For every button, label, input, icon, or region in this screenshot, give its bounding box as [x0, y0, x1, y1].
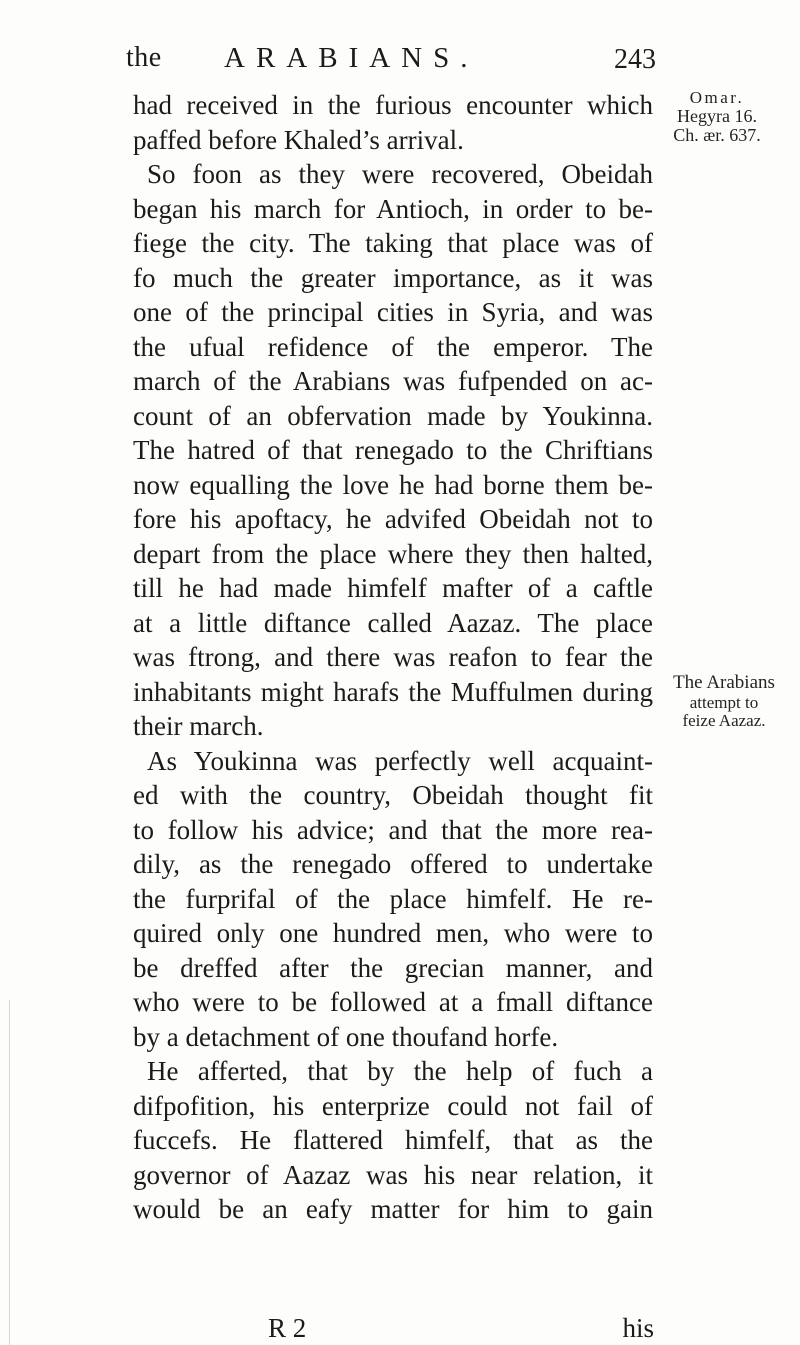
running-head-title: ARABIANS.: [224, 42, 479, 74]
text-line: So foon as they were recovered, Obeidah: [147, 159, 653, 189]
margin-note-line: feize Aazaz.: [682, 711, 766, 730]
margin-note-christian-era: Ch. ær. 637.: [673, 125, 761, 145]
text-line: quired only one hundred men, who were to: [133, 918, 653, 948]
text-line: began his march for Antioch, in order to be-: [133, 193, 653, 224]
text-line: be dreffed after the grecian manner, and: [133, 952, 653, 983]
text-line: would be an eafy matter for him to gain: [133, 1194, 653, 1224]
margin-note-date: [658, 88, 776, 145]
signature-mark: R 2: [268, 1313, 307, 1343]
text-line: The hatred of that renegado to the Chriftians: [133, 435, 653, 465]
margin-note-summary: [664, 672, 784, 730]
text-line: paffed before Khaled’s arrival.: [133, 124, 464, 155]
text-line: fore his apoftacy, he advifed Obeidah not to: [133, 504, 653, 534]
catchword: his: [622, 1313, 654, 1343]
text-line: at a little diftance called Aazaz. The place: [133, 607, 653, 638]
text-line: inhabitants might harafs the Muffulmen during: [133, 676, 653, 707]
text-line: now equalling the love he had borne them be-: [133, 469, 653, 500]
text-line: one of the principal cities in Syria, and was: [133, 297, 653, 327]
text-line: difpofition, his enterprize could not fail of: [133, 1090, 653, 1121]
text-line: governor of Aazaz was his near relation, it: [133, 1159, 653, 1190]
page-gutter-shadow: [9, 1000, 10, 1345]
text-line: fuccefs. He flattered himfelf, that as the: [133, 1125, 653, 1155]
text-line: count of an obfervation made by Youkinna.: [133, 400, 653, 431]
margin-note-line: attempt to: [689, 693, 759, 712]
text-line: was ftrong, and there was reafon to fear the: [133, 642, 653, 672]
page-number: 243: [614, 44, 656, 75]
text-line: ed with the country, Obeidah thought fit: [133, 780, 653, 810]
text-line: their march.: [133, 711, 264, 741]
running-head-prefix: the: [126, 42, 162, 73]
margin-note-line: The Arabians: [673, 672, 775, 693]
text-line: till he had made himfelf mafter of a caftle: [133, 573, 653, 603]
text-line: by a detachment of one thoufand horfe.: [133, 1021, 559, 1052]
text-line: the ufual refidence of the emperor. The: [133, 331, 653, 362]
text-line: march of the Arabians was fufpended on ac-: [133, 366, 653, 396]
text-line: had received in the furious encounter which: [133, 90, 653, 120]
text-line: As Youkinna was perfectly well acquaint-: [147, 745, 653, 776]
text-line: fiege the city. The taking that place was of: [133, 228, 653, 258]
margin-note-hegyra: Hegyra 16.: [677, 106, 757, 126]
text-line: the furprifal of the place himfelf. He re-: [133, 883, 653, 914]
text-line: dily, as the renegado offered to undertake: [133, 849, 653, 879]
text-line: depart from the place where they then halted,: [133, 538, 653, 569]
text-line: who were to be followed at a fmall diftance: [133, 987, 653, 1017]
text-line: He afferted, that by the help of fuch a: [147, 1056, 653, 1086]
running-header: [126, 38, 656, 88]
text-line: fo much the greater importance, as it was: [133, 262, 653, 293]
margin-note-caliph: Omar.: [689, 88, 745, 107]
body-text: [133, 88, 653, 1227]
text-line: to follow his advice; and that the more rea-: [133, 814, 653, 845]
